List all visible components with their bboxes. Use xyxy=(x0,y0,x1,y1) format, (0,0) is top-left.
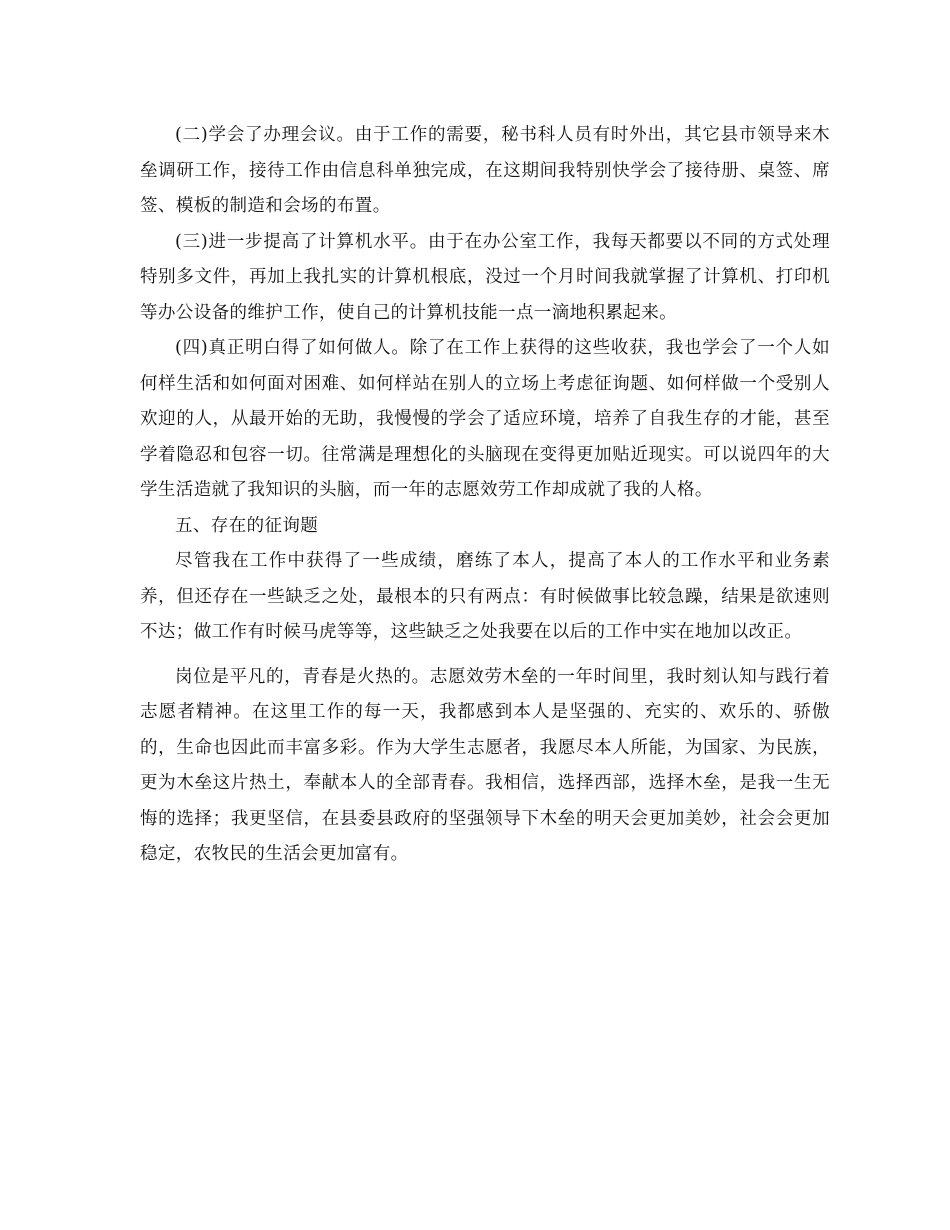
paragraph-personal-growth: (四)真正明白得了如何做人。除了在工作上获得的这些收获，我也学会了一个人如何样生活和如何面对困难、如何样站在别人的立场上考虑征询题、如何样做一个受别人欢迎的人，从最开始的无助，我慢慢的学会了适应环境，培养了自我生存的才能，甚至学着隐忍和包容一切。往常满是理想化的头脑现在变得更加贴近现实。可以说四年的大学生活造就了我知识的头脑，而一年的志愿效劳工作却成就了我的人格。 xyxy=(140,338,830,500)
document-body xyxy=(140,118,830,873)
paragraph-conclusion: 岗位是平凡的，青春是火热的。志愿效劳木垒的一年时间里，我时刻认知与践行着志愿者精神。在这里工作的每一天，我都感到本人是坚强的、充实的、欢乐的、骄傲的，生命也因此而丰富多彩。作为大学生志愿者，我愿尽本人所能，为国家、为民族，更为木垒这片热土，奉献本人的全部青春。我相信，选择西部，选择木垒，是我一生无悔的选择；我更坚信，在县委县政府的坚强领导下木垒的明天会更加美妙，社会会更加稳定，农牧民的生活会更加富有。 xyxy=(140,666,830,864)
paragraph-computer-skills: (三)进一步提高了计算机水平。由于在办公室工作，我每天都要以不同的方式处理特别多文件，再加上我扎实的计算机根底，没过一个月时间我就掌握了计算机、打印机等办公设备的维护工作，使自己的计算机技能一点一滴地积累起来。 xyxy=(140,231,830,323)
section-heading-problems: 五、存在的征询题 xyxy=(175,515,319,536)
paragraph-shortcomings: 尽管我在工作中获得了一些成绩，磨练了本人，提高了本人的工作水平和业务素养，但还存在一些缺乏之处，最根本的只有两点：有时候做事比较急躁，结果是欲速则不达；做工作有时候马虎等等，这些缺乏之处我要在以后的工作中实在地加以改正。 xyxy=(140,551,830,642)
paragraph-meeting-handling: (二)学会了办理会议。由于工作的需要，秘书科人员有时外出，其它县市领导来木垒调研工作，接待工作由信息科单独完成，在这期间我特别快学会了接待册、桌签、席签、模板的制造和会场的布置。 xyxy=(140,125,830,216)
